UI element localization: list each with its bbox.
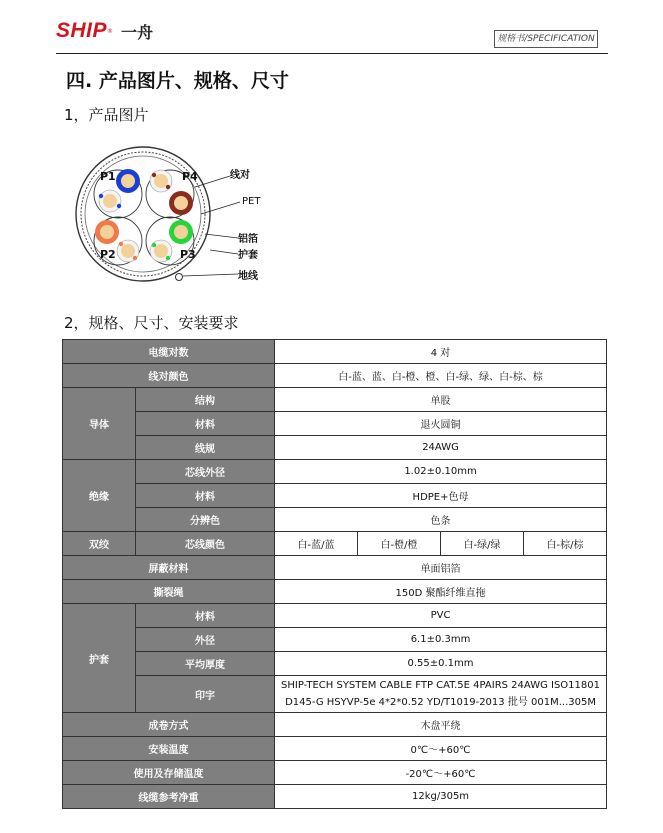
- table-row: [63, 737, 607, 761]
- wire-white-orange-core: [121, 244, 135, 258]
- print-line-1: SHIP-TECH SYSTEM CABLE FTP CAT.5E 4PAIRS 24AWG ISO11801: [281, 680, 600, 691]
- wire-white-blue-core: [103, 194, 117, 208]
- stripe-orange: [119, 242, 123, 246]
- row-value-print: [275, 676, 607, 713]
- subsection-specification: 2，规格、尺寸、安装要求: [64, 314, 239, 332]
- row-label: 芯线外径: [136, 460, 275, 484]
- row-label: 结构: [136, 388, 275, 412]
- row-value: 单股: [275, 388, 607, 412]
- table-row: [63, 340, 607, 364]
- table-row: [63, 388, 607, 412]
- stripe-blue: [117, 204, 121, 208]
- group-label-twist: 双绞: [63, 532, 136, 556]
- row-label: 材料: [136, 604, 275, 628]
- wire-brown-core: [174, 196, 188, 210]
- wire-white-green-core: [154, 244, 168, 258]
- group-label-jacket: 护套: [63, 604, 136, 713]
- table-row: [63, 713, 607, 737]
- row-value: 24AWG: [275, 436, 607, 460]
- table-row: [63, 604, 607, 628]
- print-line-2: D145-G HSYVP-5e 4*2*0.52 YD/T1019-2013 批号 001M...305M: [285, 697, 596, 708]
- row-value: HDPE+色母: [275, 484, 607, 508]
- row-value: 6.1±0.3mm: [275, 628, 607, 652]
- row-value: 白-棕/棕: [524, 532, 607, 556]
- row-value: 4 对: [275, 340, 607, 364]
- row-value: 12kg/305m: [275, 785, 607, 809]
- row-value: 150D 聚酯纤维直拖: [275, 580, 607, 604]
- pair-label-p4: P4: [182, 170, 198, 183]
- stripe-brown: [166, 185, 170, 189]
- group-label-insulation: 绝缘: [63, 460, 136, 532]
- row-label: 外径: [136, 628, 275, 652]
- brand-logo: [56, 14, 153, 48]
- row-value: -20℃～+60℃: [275, 761, 607, 785]
- table-row: [63, 676, 607, 713]
- stripe-brown: [152, 173, 156, 177]
- wire-green-core: [174, 225, 188, 239]
- pair-label-p2: P2: [100, 248, 116, 261]
- stripe-green: [166, 256, 170, 260]
- row-label: 线对颜色: [63, 364, 275, 388]
- row-label: 使用及存储温度: [63, 761, 275, 785]
- cable-cross-section-diagram: [70, 134, 280, 304]
- header-divider: [56, 53, 608, 54]
- row-label: 印字: [136, 676, 275, 713]
- row-value: 白-绿/绿: [441, 532, 524, 556]
- table-row: [63, 652, 607, 676]
- callout-drain: 地线: [238, 271, 258, 282]
- row-value: 退火圆铜: [275, 412, 607, 436]
- brand-name-cn: 一舟: [121, 22, 154, 42]
- callout-foil: 铝箔: [238, 234, 258, 245]
- spec-table: [62, 339, 607, 809]
- callout-pair: 线对: [230, 170, 250, 181]
- pair-label-p3: P3: [180, 248, 196, 261]
- registered-mark: ®: [107, 27, 114, 35]
- wire-blue-core: [121, 174, 135, 188]
- table-row: [63, 460, 607, 484]
- table-row: [63, 785, 607, 809]
- brand-name: SHIP: [56, 19, 108, 42]
- stripe-orange: [133, 256, 137, 260]
- leader-line: [205, 234, 238, 238]
- table-row: [63, 412, 607, 436]
- leader-line: [183, 274, 238, 276]
- row-label: 材料: [136, 412, 275, 436]
- row-value: 白-蓝/蓝: [275, 532, 358, 556]
- table-row: [63, 580, 607, 604]
- row-label: 线规: [136, 436, 275, 460]
- wire-orange-core: [100, 225, 114, 239]
- table-row: [63, 532, 607, 556]
- section-title: 四. 产品图片、规格、尺寸: [66, 70, 289, 92]
- row-value: 1.02±0.10mm: [275, 460, 607, 484]
- row-label: 材料: [136, 484, 275, 508]
- table-row: [63, 364, 607, 388]
- row-label: 芯线颜色: [136, 532, 275, 556]
- spec-label: 规格书/SPECIFICATION: [494, 30, 598, 48]
- row-label: 分辨色: [136, 508, 275, 532]
- row-value: 白-蓝、蓝、白-橙、橙、白-绿、绿、白-棕、棕: [275, 364, 607, 388]
- leader-line: [210, 250, 238, 254]
- row-label: 电缆对数: [63, 340, 275, 364]
- row-label: 成卷方式: [63, 713, 275, 737]
- stripe-blue: [99, 194, 103, 198]
- table-row: [63, 761, 607, 785]
- row-label: 屏蔽材料: [63, 556, 275, 580]
- row-value: 木盘平绕: [275, 713, 607, 737]
- stripe-green: [152, 243, 156, 247]
- callout-pet: PET: [242, 196, 261, 207]
- row-label: 撕裂绳: [63, 580, 275, 604]
- row-label: 线缆参考净重: [63, 785, 275, 809]
- table-row: [63, 508, 607, 532]
- subsection-product-image: 1，产品图片: [64, 106, 149, 124]
- row-label: 平均厚度: [136, 652, 275, 676]
- group-label-conductor: 导体: [63, 388, 136, 460]
- row-label: 安装温度: [63, 737, 275, 761]
- row-value: PVC: [275, 604, 607, 628]
- table-row: [63, 628, 607, 652]
- row-value: 0℃～+60℃: [275, 737, 607, 761]
- pair-label-p1: P1: [100, 170, 116, 183]
- table-row: [63, 484, 607, 508]
- row-value: 白-橙/橙: [358, 532, 441, 556]
- callout-jacket: 护套: [238, 250, 258, 261]
- row-value: 单面铝箔: [275, 556, 607, 580]
- row-value: 0.55±0.1mm: [275, 652, 607, 676]
- table-row: [63, 436, 607, 460]
- row-value: 色条: [275, 508, 607, 532]
- wire-white-brown-core: [154, 174, 168, 188]
- drain-wire: [176, 274, 183, 281]
- table-row: [63, 556, 607, 580]
